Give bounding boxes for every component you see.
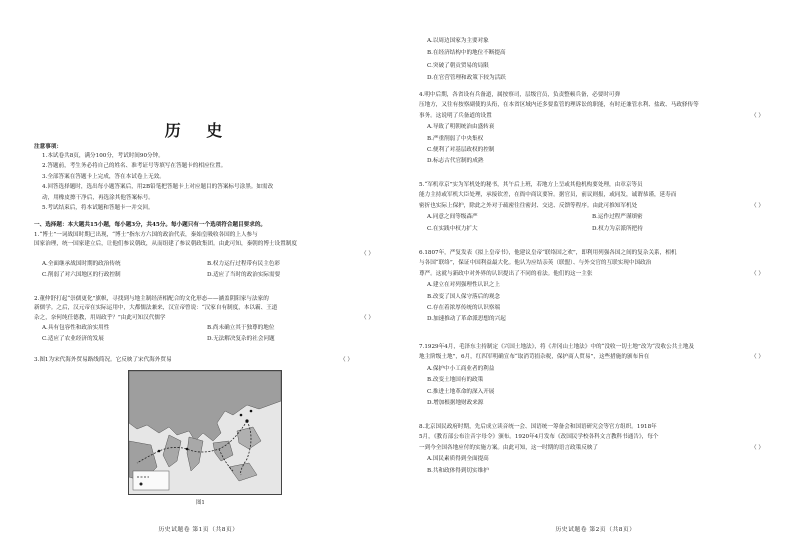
- answer-paren: （ ）: [340, 357, 353, 363]
- option-c: C.推进土地革命的深入开展: [427, 388, 495, 395]
- option-c: C.适应了农业经济的发展: [42, 335, 104, 342]
- question-3-text: 3.图1为宋代海外贸易路线简况。它反映了宋代海外贸易: [34, 357, 172, 363]
- option-a: A.同意之间等级森严: [427, 214, 478, 221]
- option-b: B.尚未确立其于独尊的地位: [207, 325, 275, 332]
- question-7: [419, 344, 764, 407]
- page-footer: 历史试题卷 第2页（共8页）: [555, 527, 636, 533]
- question-text: 事务。这说明了兵备道的设置: [419, 112, 492, 119]
- option-d: D.加速推动了革命派思想的兴起: [427, 316, 506, 323]
- notes-heading: 注意事项：: [34, 144, 62, 150]
- question-text: 压地方，又往有按察副使的头衔，在本省区域内还多要监管的理诉讼的职能，有时还兼管水利、盐政、马政驿传等: [419, 102, 699, 109]
- option-c: C.便利了对基层政权的控制: [427, 147, 495, 154]
- option-d: D.适应了当时的政治实际需要: [207, 271, 281, 278]
- option-b: B.权力运行过程带有民主色彩: [207, 261, 281, 268]
- question-text: 新儒学。之后，汉元帝在实际运用中，大都儒法兼来，汉宣帝曾说：“汉家自有制度，本以霸、王道: [34, 305, 278, 312]
- option-c: C.在实践中权力扩大: [427, 225, 478, 232]
- question-text: 地主阶级土地”，6月，红四军明确宣布“取消苛捐杂税，保护商人贸易”，这些措施的颁布旨在: [419, 354, 650, 361]
- question-8: [419, 424, 764, 475]
- option-d: D.增加根据地财政来源: [427, 400, 484, 407]
- question-3-options: [427, 38, 506, 83]
- answer-paren: （ ）: [751, 354, 764, 361]
- option-d: D.在官营管理和政策下较为活跃: [427, 75, 506, 82]
- question-text: 杂之，奈何纯任德教，用周政乎？”由此可知汉代儒学: [34, 314, 166, 321]
- section-heading: 一、选择题：本大题共15小题，每小题3分，共45分。每小题只有一个选项符合题目要求的。: [34, 222, 267, 228]
- trade-route-map: [128, 370, 282, 495]
- answer-paren: （ ）: [751, 112, 764, 119]
- answer-paren: （ ）: [751, 444, 764, 451]
- question-text: 6.1807年，严复发表《拟上皇帝书》，他建议皇帝“联络国之欢”，即利用列强各国之间的复杂关系，相机: [419, 250, 677, 256]
- option-a: A.建立在对列强理性认识之上: [427, 282, 500, 289]
- option-a: A.导致了明朝统治由盛转衰: [427, 124, 495, 131]
- option-c: C.削弱了对六国地区的行政控制: [42, 271, 121, 278]
- question-text: 4.明中后期，各省设有兵备道，属按察司，层级官员，负责整顿兵备，必要时可弹: [419, 92, 621, 98]
- option-d: D.权力为京派所把持: [592, 225, 643, 232]
- question-text: 8.北京国民政府时期，先后成立读音统一会、国语统一筹备会和国语研究会等官方组织。1918年: [419, 424, 657, 430]
- option-b: B.改变土地国有的政策: [427, 377, 484, 384]
- map-image: [129, 371, 281, 494]
- answer-paren: （ ）: [361, 314, 374, 321]
- option-a: A.国民素质得到全面提高: [427, 456, 489, 463]
- page-footer: 历史试题卷 第1页（共8页）: [158, 527, 239, 533]
- question-text: 1.“博士”一词战国时期已出现，“博士”指东方六国的政治代表，秦始皇吸收各国的上人参与: [34, 232, 258, 238]
- map-caption: 图1: [196, 500, 205, 506]
- notes-list: [42, 153, 273, 212]
- note-item: 3.全部答案在答题卡上完成，答在本试卷上无效。: [42, 173, 165, 180]
- question-5: [419, 182, 764, 233]
- option-a: A.全面继承战国时期的政治传统: [42, 261, 121, 268]
- option-d: D.无法解决复杂的社会问题: [207, 335, 275, 342]
- question-text: 国家治理，统一国家建立后，让他们参议朝政，从而组建了参议朝政集团。由此可知，秦朝的博士设置制度: [34, 241, 297, 248]
- question-text: 一到今全国各地应付的实施方案。由此可知，这一时期的语言政策反映了: [419, 444, 599, 451]
- question-text: 2.董仲舒打起“崇儒更化”旗帜，寻找到与地主制经济相配合的文化形态——涵盖阴阳家与法家的: [34, 296, 269, 302]
- question-4: [419, 92, 764, 166]
- option-b: B.改变了国人保守落后的观念: [427, 293, 501, 300]
- answer-paren: （ ）: [751, 202, 764, 209]
- note-item: 5.考试结束后，将本试题和答题卡一并交回。: [42, 205, 154, 212]
- option-d: D.标志古代官制的成熟: [427, 158, 484, 165]
- option-a: A.保护中小工商业者的利益: [427, 365, 495, 372]
- answer-paren: （ ）: [361, 250, 374, 257]
- question-text: 与各国“联络”，保证中国利益最大化。他认为应结亲英（联盟）、与外交官的互联实现中国政治: [419, 260, 652, 267]
- question-text: 密折也实际上保护，除此之外对于疏密往往密封、交送、反馈等程序。由此可推知军机处: [419, 202, 638, 209]
- question-text: 5.“军机章京”实为军机处的秘书，其午后上班，若地方上呈或其他机构要处理，由章京等员: [419, 182, 643, 188]
- answer-paren: （ ）: [751, 270, 764, 277]
- option-c: C.突破了朝贡贸易的局限: [427, 62, 489, 69]
- option-b: B.在经济结构中的地位不断提高: [427, 50, 506, 57]
- note-item: 动，用橡皮擦干净后，再选涂其他答案标号。: [42, 194, 154, 201]
- note-item: 1.本试卷共8页，满分100分，考试时间90分钟。: [42, 153, 164, 159]
- question-1: [34, 232, 374, 279]
- note-item: 2.答题前，考生务必将自己的姓名、准考证号等填写在答题卡的相应位置。: [42, 163, 227, 170]
- question-text: 7.1929年4月，毛泽东主持制定《兴国土地法》，将《井冈山土地法》中的“没收一切土地”改为“没收公共土地及: [419, 344, 695, 350]
- option-b: B.运作过程严谨缜密: [592, 214, 643, 221]
- note-item: 4.回答选择题时，选出每小题答案后，用2B铅笔把答题卡上对应题目的答案标号涂黑。如需改: [42, 184, 274, 191]
- question-text: 5月，《教育部公布注音字母令》颁布。1920年4月发布《改国民学校各科文言教科书通告》，每个: [419, 434, 659, 441]
- option-b: B.严重削弱了中央集权: [427, 135, 484, 142]
- option-a: A.具有包容性和政治实用性: [42, 325, 110, 332]
- question-text: 尊严。这就与新政中对外界的认识提出了不同的看法。他们的这一主张: [419, 270, 593, 277]
- option-a: A.以周边国家为主要对象: [427, 38, 489, 44]
- question-text: 能力主持或军机大臣处理，承接钦差，在衙中商议要旨。据官员，前议则报，或同发，诚谓恭谨，延寿而: [419, 192, 677, 199]
- question-2: [34, 296, 374, 343]
- question-6: [419, 250, 764, 324]
- option-b: B.共和政体得到切实维护: [427, 467, 489, 474]
- right-page: [397, 0, 794, 543]
- page-title: 历 史: [164, 121, 233, 140]
- option-c: C.存在着浓厚传统的认识察端: [427, 305, 500, 312]
